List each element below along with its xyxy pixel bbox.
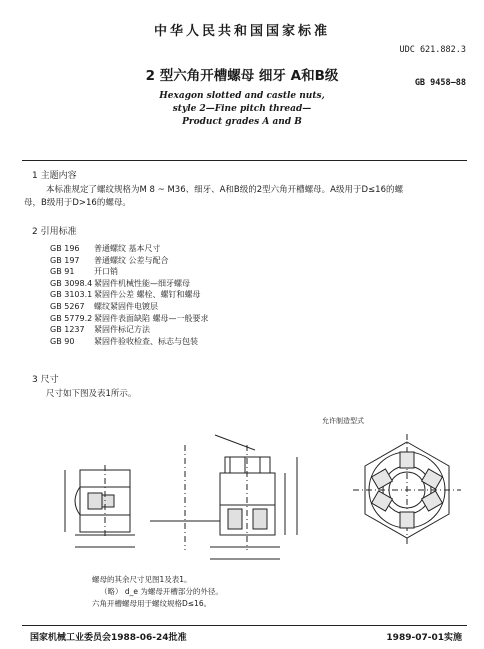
reference-code: GB 5267 bbox=[50, 301, 85, 311]
reference-code: GB 1237 bbox=[50, 325, 85, 335]
section-heading: 3 尺寸 bbox=[32, 375, 59, 385]
reference-code: GB 196 bbox=[50, 244, 80, 253]
document-title: 2 型六角开槽螺母 细牙 A和B级 bbox=[145, 68, 339, 84]
reference-row bbox=[50, 301, 209, 313]
figure-notes bbox=[92, 574, 223, 610]
body-line: 母，B级用于D>16的螺母。 bbox=[24, 198, 131, 208]
section-body: 尺寸如下图及表1所示。 bbox=[46, 389, 137, 399]
udc-number: UDC 621.882.3 bbox=[399, 45, 466, 55]
standard-header: 中华人民共和国国家标准 bbox=[153, 24, 330, 39]
english-title-line: Product grades A and B bbox=[182, 117, 302, 127]
figure-note-line: （略） d_e 为螺母开槽部分的外径。 bbox=[100, 587, 223, 596]
reference-row bbox=[50, 243, 209, 255]
section-body bbox=[24, 184, 403, 210]
reference-code: GB 197 bbox=[50, 255, 80, 265]
reference-title: 普通螺纹 基本尺寸 bbox=[94, 244, 161, 253]
reference-title: 紧固件表面缺陷 螺母—一般要求 bbox=[94, 313, 209, 323]
reference-row bbox=[50, 266, 209, 278]
reference-code: GB 90 bbox=[50, 336, 75, 346]
figure-note-line: 六角开槽螺母用于螺纹规格D≤16。 bbox=[92, 599, 212, 608]
reference-row bbox=[50, 255, 209, 267]
divider bbox=[22, 160, 467, 161]
section-heading: 2 引用标准 bbox=[32, 227, 77, 237]
english-title bbox=[0, 90, 484, 129]
reference-code: GB 3103.1 bbox=[50, 290, 93, 300]
body-line: 本标准规定了螺纹规格为M 8 ~ M36、细牙、A和B级的2型六角开槽螺母。A级用于D≤16的螺 bbox=[46, 185, 403, 195]
english-title-line: Hexagon slotted and castle nuts, bbox=[159, 91, 325, 101]
section-heading: 1 主题内容 bbox=[32, 171, 77, 181]
reference-row bbox=[50, 313, 209, 325]
figure-note-line: 螺母的其余尺寸见图1及表1。 bbox=[92, 575, 192, 584]
reference-code: GB 91 bbox=[50, 267, 75, 277]
reference-title: 开口销 bbox=[94, 267, 118, 277]
standard-number: GB 9458—88 bbox=[414, 78, 466, 88]
reference-title: 紧固件公差 螺栓、螺钉和螺母 bbox=[94, 290, 201, 300]
reference-title: 螺纹紧固件电镀层 bbox=[94, 301, 158, 311]
reference-title: 紧固件验收检查、标志与包装 bbox=[94, 336, 198, 346]
reference-row bbox=[50, 324, 209, 336]
approval-info: 国家机械工业委员会1988-06-24批准 bbox=[30, 633, 187, 643]
divider bbox=[22, 625, 467, 626]
nut-side-view-drawing bbox=[60, 425, 310, 575]
reference-code: GB 3098.4 bbox=[50, 278, 93, 288]
english-title-line: style 2—Fine pitch thread— bbox=[172, 104, 312, 114]
reference-row bbox=[50, 289, 209, 301]
reference-code: GB 5779.2 bbox=[50, 313, 93, 323]
reference-title: 紧固件机械性能—细牙螺母 bbox=[94, 278, 190, 288]
figure-caption: 允许制造型式 bbox=[322, 417, 364, 425]
reference-title: 紧固件标记方法 bbox=[94, 325, 150, 335]
nut-top-view-drawing bbox=[348, 432, 466, 550]
reference-list bbox=[50, 243, 209, 347]
reference-row bbox=[50, 278, 209, 290]
effective-date: 1989-07-01实施 bbox=[386, 633, 462, 643]
reference-title: 普通螺纹 公差与配合 bbox=[94, 255, 169, 265]
reference-row bbox=[50, 336, 209, 348]
